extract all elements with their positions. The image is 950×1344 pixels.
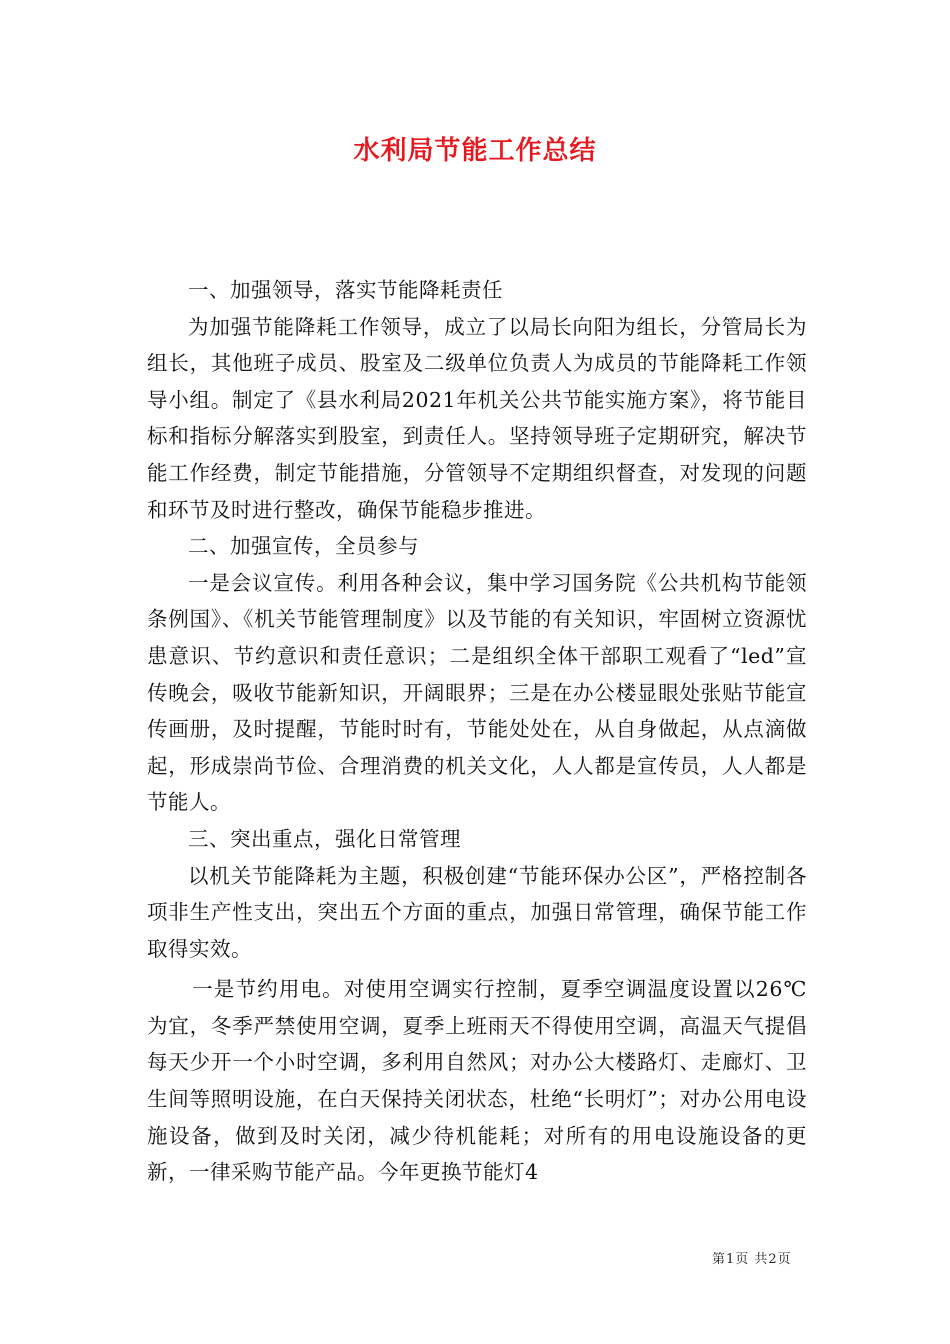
body-paragraph: 以机关节能降耗为主题，积极创建“节能环保办公区”，严格控制各项非生产性支出，突出五个方面的重点，加强日常管理，确保节能工作取得实效。 xyxy=(147,863,807,961)
page-title: 水利局节能工作总结 xyxy=(353,136,597,166)
document-body xyxy=(147,272,807,1191)
body-paragraph: 一是会议宣传。利用各种会议，集中学习国务院《公共机构节能领条例国》、《机关节能管理制度》以及节能的有关知识，牢固树立资源忧患意识、节约意识和责任意识；二是组织全体干部职工观看了“led”宣传晚会，吸收节能新知识，开阔眼界；三是在办公楼显眼处张贴节能宣传画册，及时提醒，节能时时有，节能处处在，从自身做起，从点滴做起，形成崇尚节俭、合理消费的机关文化，人人都是宣传员，人人都是节能人。 xyxy=(147,570,807,815)
section-heading-3: 三、突出重点，强化日常管理 xyxy=(188,826,461,851)
page-indicator: 第1页 共2页 xyxy=(712,1252,792,1267)
section-heading-2: 二、加强宣传，全员参与 xyxy=(188,534,419,559)
body-paragraph: 为加强节能降耗工作领导，成立了以局长向阳为组长，分管局长为组长，其他班子成员、股室及二级单位负责人为成员的节能降耗工作领导小组。制定了《县水利局2021年机关公共节能实施方案》，将节能目标和指标分解落实到股室，到责任人。坚持领导班子定期研究，解决节能工作经费，制定节能措施，分管领导不定期组织督查，对发现的问题和环节及时进行整改，确保节能稳步推进。 xyxy=(147,314,807,522)
body-paragraph: 一是节约用电。对使用空调实行控制，夏季空调温度设置以26℃为宜，冬季严禁使用空调，夏季上班雨天不得使用空调，高温天气提倡每天少开一个小时空调，多利用自然风；对办公大楼路灯、走廊灯、卫生间等照明设施，在白天保持关闭状态，杜绝“长明灯”；对办公用电设施设备，做到及时关闭，减少待机能耗；对所有的用电设施设备的更新，一律采购节能产品。今年更换节能灯4 xyxy=(147,977,807,1185)
section-heading-1: 一、加强领导，落实节能降耗责任 xyxy=(188,278,503,302)
